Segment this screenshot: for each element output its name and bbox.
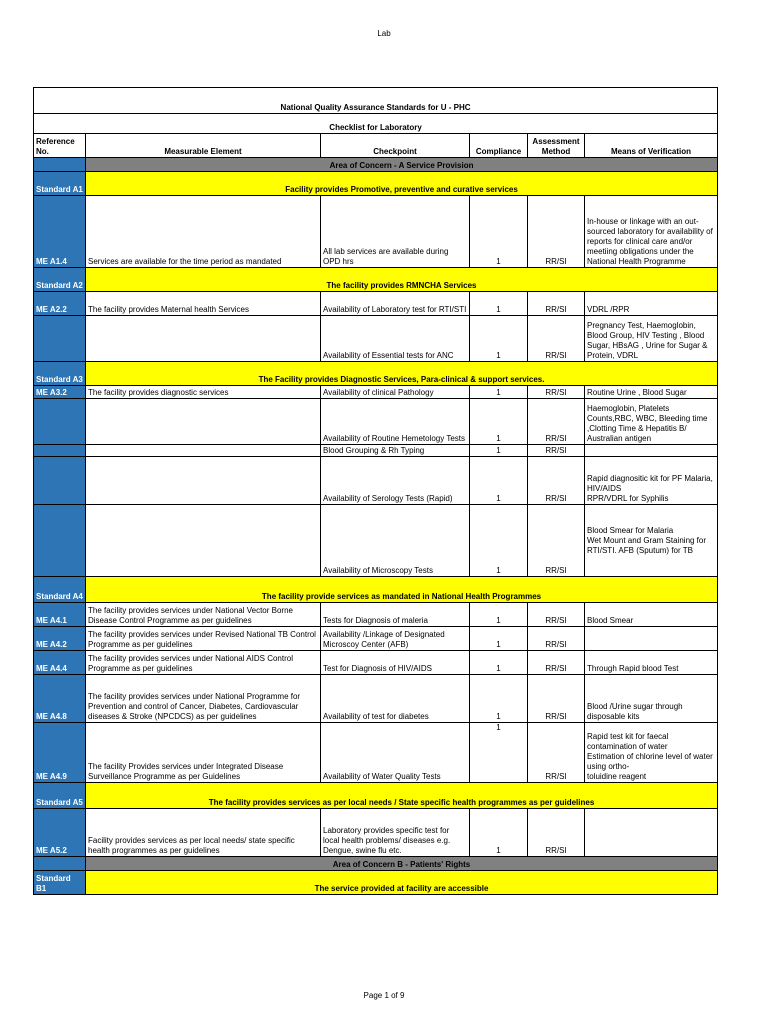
means-of-verification: VDRL /RPR: [585, 292, 718, 316]
compliance: 1: [470, 627, 528, 651]
assessment-method: RR/SI: [528, 316, 585, 362]
checkpoint: Tests for Diagnosis of maleria: [321, 603, 470, 627]
assessment-method: RR/SI: [528, 196, 585, 268]
assessment-method: RR/SI: [528, 675, 585, 723]
standard-ref: Standard A4: [34, 577, 86, 603]
checkpoint: Blood Grouping & Rh Typing: [321, 445, 470, 457]
standard-ref: Standard A5: [34, 783, 86, 809]
checkpoint: Availability /Linkage of Designated Microscoy Center (AFB): [321, 627, 470, 651]
col-checkpoint-header: Checkpoint: [321, 134, 470, 158]
standard-row: [34, 577, 718, 603]
checklist-title: Checklist for Laboratory: [34, 114, 718, 134]
standard-ref: Standard A1: [34, 172, 86, 196]
checkpoint: All lab services are available during OPD hrs: [321, 196, 470, 268]
standard-title: The facility provides services as per local needs / State specific health programmes as per guidelines: [86, 783, 718, 809]
checkpoint: Availability of Serology Tests (Rapid): [321, 457, 470, 505]
means-of-verification: Blood Smear for Malaria Wet Mount and Gram Staining for RTI/STI. AFB (Sputum) for TB: [585, 505, 718, 577]
standard-title: Facility provides Promotive, preventive and curative services: [86, 172, 718, 196]
compliance: 1: [470, 809, 528, 857]
means-of-verification: [585, 627, 718, 651]
me-ref: ME A5.2: [34, 809, 86, 857]
means-of-verification: In-house or linkage with an out-sourced laboratory for availability of reports for clinical care and/or meetiing obligations under the National Health Programme: [585, 196, 718, 268]
compliance: 1: [470, 445, 528, 457]
col-verification-header: Means of Verification: [585, 134, 718, 158]
measurable-element: The facility provides services under National Programme for Prevention and control of Cancer, Diabetes, Cardiovascular diseases & Stroke (NPCDCS) as per guidelines: [86, 675, 321, 723]
table-row: [34, 505, 718, 577]
means-of-verification: Routine Urine , Blood Sugar: [585, 386, 718, 399]
measurable-element: Services are available for the time period as mandated: [86, 196, 321, 268]
table-row: [34, 723, 718, 783]
me-ref: ME A4.9: [34, 723, 86, 783]
measurable-element: The facility provides services under National Vector Borne Disease Control Programme as per guidelines: [86, 603, 321, 627]
standard-row: [34, 783, 718, 809]
compliance: 1: [470, 292, 528, 316]
means-of-verification: Blood /Urine sugar through disposable kits: [585, 675, 718, 723]
standard-row: [34, 268, 718, 292]
measurable-element: The facility provides Maternal health Services: [86, 292, 321, 316]
measurable-element: Facility provides services as per local needs/ state specific health programmes as per guidelines: [86, 809, 321, 857]
table-row: [34, 627, 718, 651]
col-me-header: Measurable Element: [86, 134, 321, 158]
assessment-method: RR/SI: [528, 386, 585, 399]
checkpoint: Availability of Water Quality Tests: [321, 723, 470, 783]
assessment-method: RR/SI: [528, 457, 585, 505]
checkpoint: Test for Diagnosis of HIV/AIDS: [321, 651, 470, 675]
standard-ref: Standard A3: [34, 362, 86, 386]
assessment-method: RR/SI: [528, 603, 585, 627]
table-row: [34, 445, 718, 457]
means-of-verification: [585, 445, 718, 457]
checkpoint: Availability of clinical Pathology: [321, 386, 470, 399]
measurable-element: The facility provides services under Revised National TB Control Programme as per guidelines: [86, 627, 321, 651]
assessment-method: RR/SI: [528, 651, 585, 675]
compliance: 1: [470, 196, 528, 268]
compliance: 1: [470, 386, 528, 399]
standard-title: The facility provide services as mandated in National Health Programmes: [86, 577, 718, 603]
table-row: [34, 399, 718, 445]
compliance: 1: [470, 457, 528, 505]
means-of-verification: Rapid diagnositic kit for PF Malaria, HIV/AIDS RPR/VDRL for Syphilis: [585, 457, 718, 505]
means-of-verification: Pregnancy Test, Haemoglobin, Blood Group, HIV Testing , Blood Sugar, HBsAG , Urine for Sugar & Protein, VDRL: [585, 316, 718, 362]
col-assessment-header: Assessment Method: [528, 134, 585, 158]
checkpoint: Availability of Essential tests for ANC: [321, 316, 470, 362]
me-ref: ME A4.4: [34, 651, 86, 675]
me-ref: ME A2.2: [34, 292, 86, 316]
assessment-method: RR/SI: [528, 399, 585, 445]
means-of-verification: Rapid test kit for faecal contamination of water Estimation of chlorine level of water using ortho- toluidine reagent: [585, 723, 718, 783]
compliance: 1: [470, 723, 528, 783]
me-ref: ME A3.2: [34, 386, 86, 399]
compliance: 1: [470, 675, 528, 723]
column-header-row: [34, 134, 718, 158]
table-row: [34, 386, 718, 399]
standard-row: [34, 362, 718, 386]
checkpoint: Laboratory provides specific test for local health problems/ diseases e.g. Dengue, swine flu etc.: [321, 809, 470, 857]
assessment-method: RR/SI: [528, 627, 585, 651]
compliance: 1: [470, 316, 528, 362]
table-row: [34, 316, 718, 362]
assessment-method: RR/SI: [528, 445, 585, 457]
measurable-element: The facility Provides services under Integrated Disease Surveillance Programme as per Guidelines: [86, 723, 321, 783]
col-ref-header: Reference No.: [34, 134, 86, 158]
page-header: Lab: [377, 29, 391, 38]
table-row: [34, 457, 718, 505]
measurable-element: The facility provides diagnostic services: [86, 386, 321, 399]
standard-title: The service provided at facility are accessible: [86, 871, 718, 895]
table-row: [34, 651, 718, 675]
assessment-method: RR/SI: [528, 809, 585, 857]
means-of-verification: Blood Smear: [585, 603, 718, 627]
assessment-method: RR/SI: [528, 292, 585, 316]
col-compliance-header: Compliance: [470, 134, 528, 158]
compliance: 1: [470, 505, 528, 577]
checklist-table: [33, 87, 718, 895]
compliance: 1: [470, 603, 528, 627]
me-ref: ME A4.2: [34, 627, 86, 651]
checkpoint: Availability of Laboratory test for RTI/STI: [321, 292, 470, 316]
me-ref: ME A4.8: [34, 675, 86, 723]
checkpoint: Availability of Microscopy Tests: [321, 505, 470, 577]
means-of-verification: Haemoglobin, Platelets Counts,RBC, WBC, Bleeding time ,Clotting Time & Hepatitis B/ Australian antigen: [585, 399, 718, 445]
page-footer: Page 1 of 9: [363, 991, 405, 1000]
standard-title: The facility provides RMNCHA Services: [86, 268, 718, 292]
standard-title: The Facility provides Diagnostic Services, Para-clinical & support services.: [86, 362, 718, 386]
checkpoint: Availability of test for diabetes: [321, 675, 470, 723]
table-row: [34, 675, 718, 723]
me-ref: ME A1.4: [34, 196, 86, 268]
measurable-element: The facility provides services under National AIDS Control Programme as per guidelines: [86, 651, 321, 675]
document-title: National Quality Assurance Standards for U - PHC: [34, 88, 718, 114]
standard-row: [34, 172, 718, 196]
checkpoint: Availability of Routine Hemetology Tests: [321, 399, 470, 445]
assessment-method: RR/SI: [528, 723, 585, 783]
assessment-method: RR/SI: [528, 505, 585, 577]
table-row: [34, 196, 718, 268]
table-row: [34, 603, 718, 627]
standard-row: [34, 871, 718, 895]
means-of-verification: [585, 809, 718, 857]
area-of-concern-a: Area of Concern - A Service Provision: [86, 158, 718, 172]
compliance: 1: [470, 651, 528, 675]
standard-ref: Standard B1: [34, 871, 86, 895]
standard-ref: Standard A2: [34, 268, 86, 292]
compliance: 1: [470, 399, 528, 445]
table-row: [34, 809, 718, 857]
me-ref: ME A4.1: [34, 603, 86, 627]
blue-spacer: [34, 158, 86, 172]
table-row: [34, 292, 718, 316]
area-of-concern-b: Area of Concern B - Patients' Rights: [86, 857, 718, 871]
means-of-verification: Through Rapid blood Test: [585, 651, 718, 675]
